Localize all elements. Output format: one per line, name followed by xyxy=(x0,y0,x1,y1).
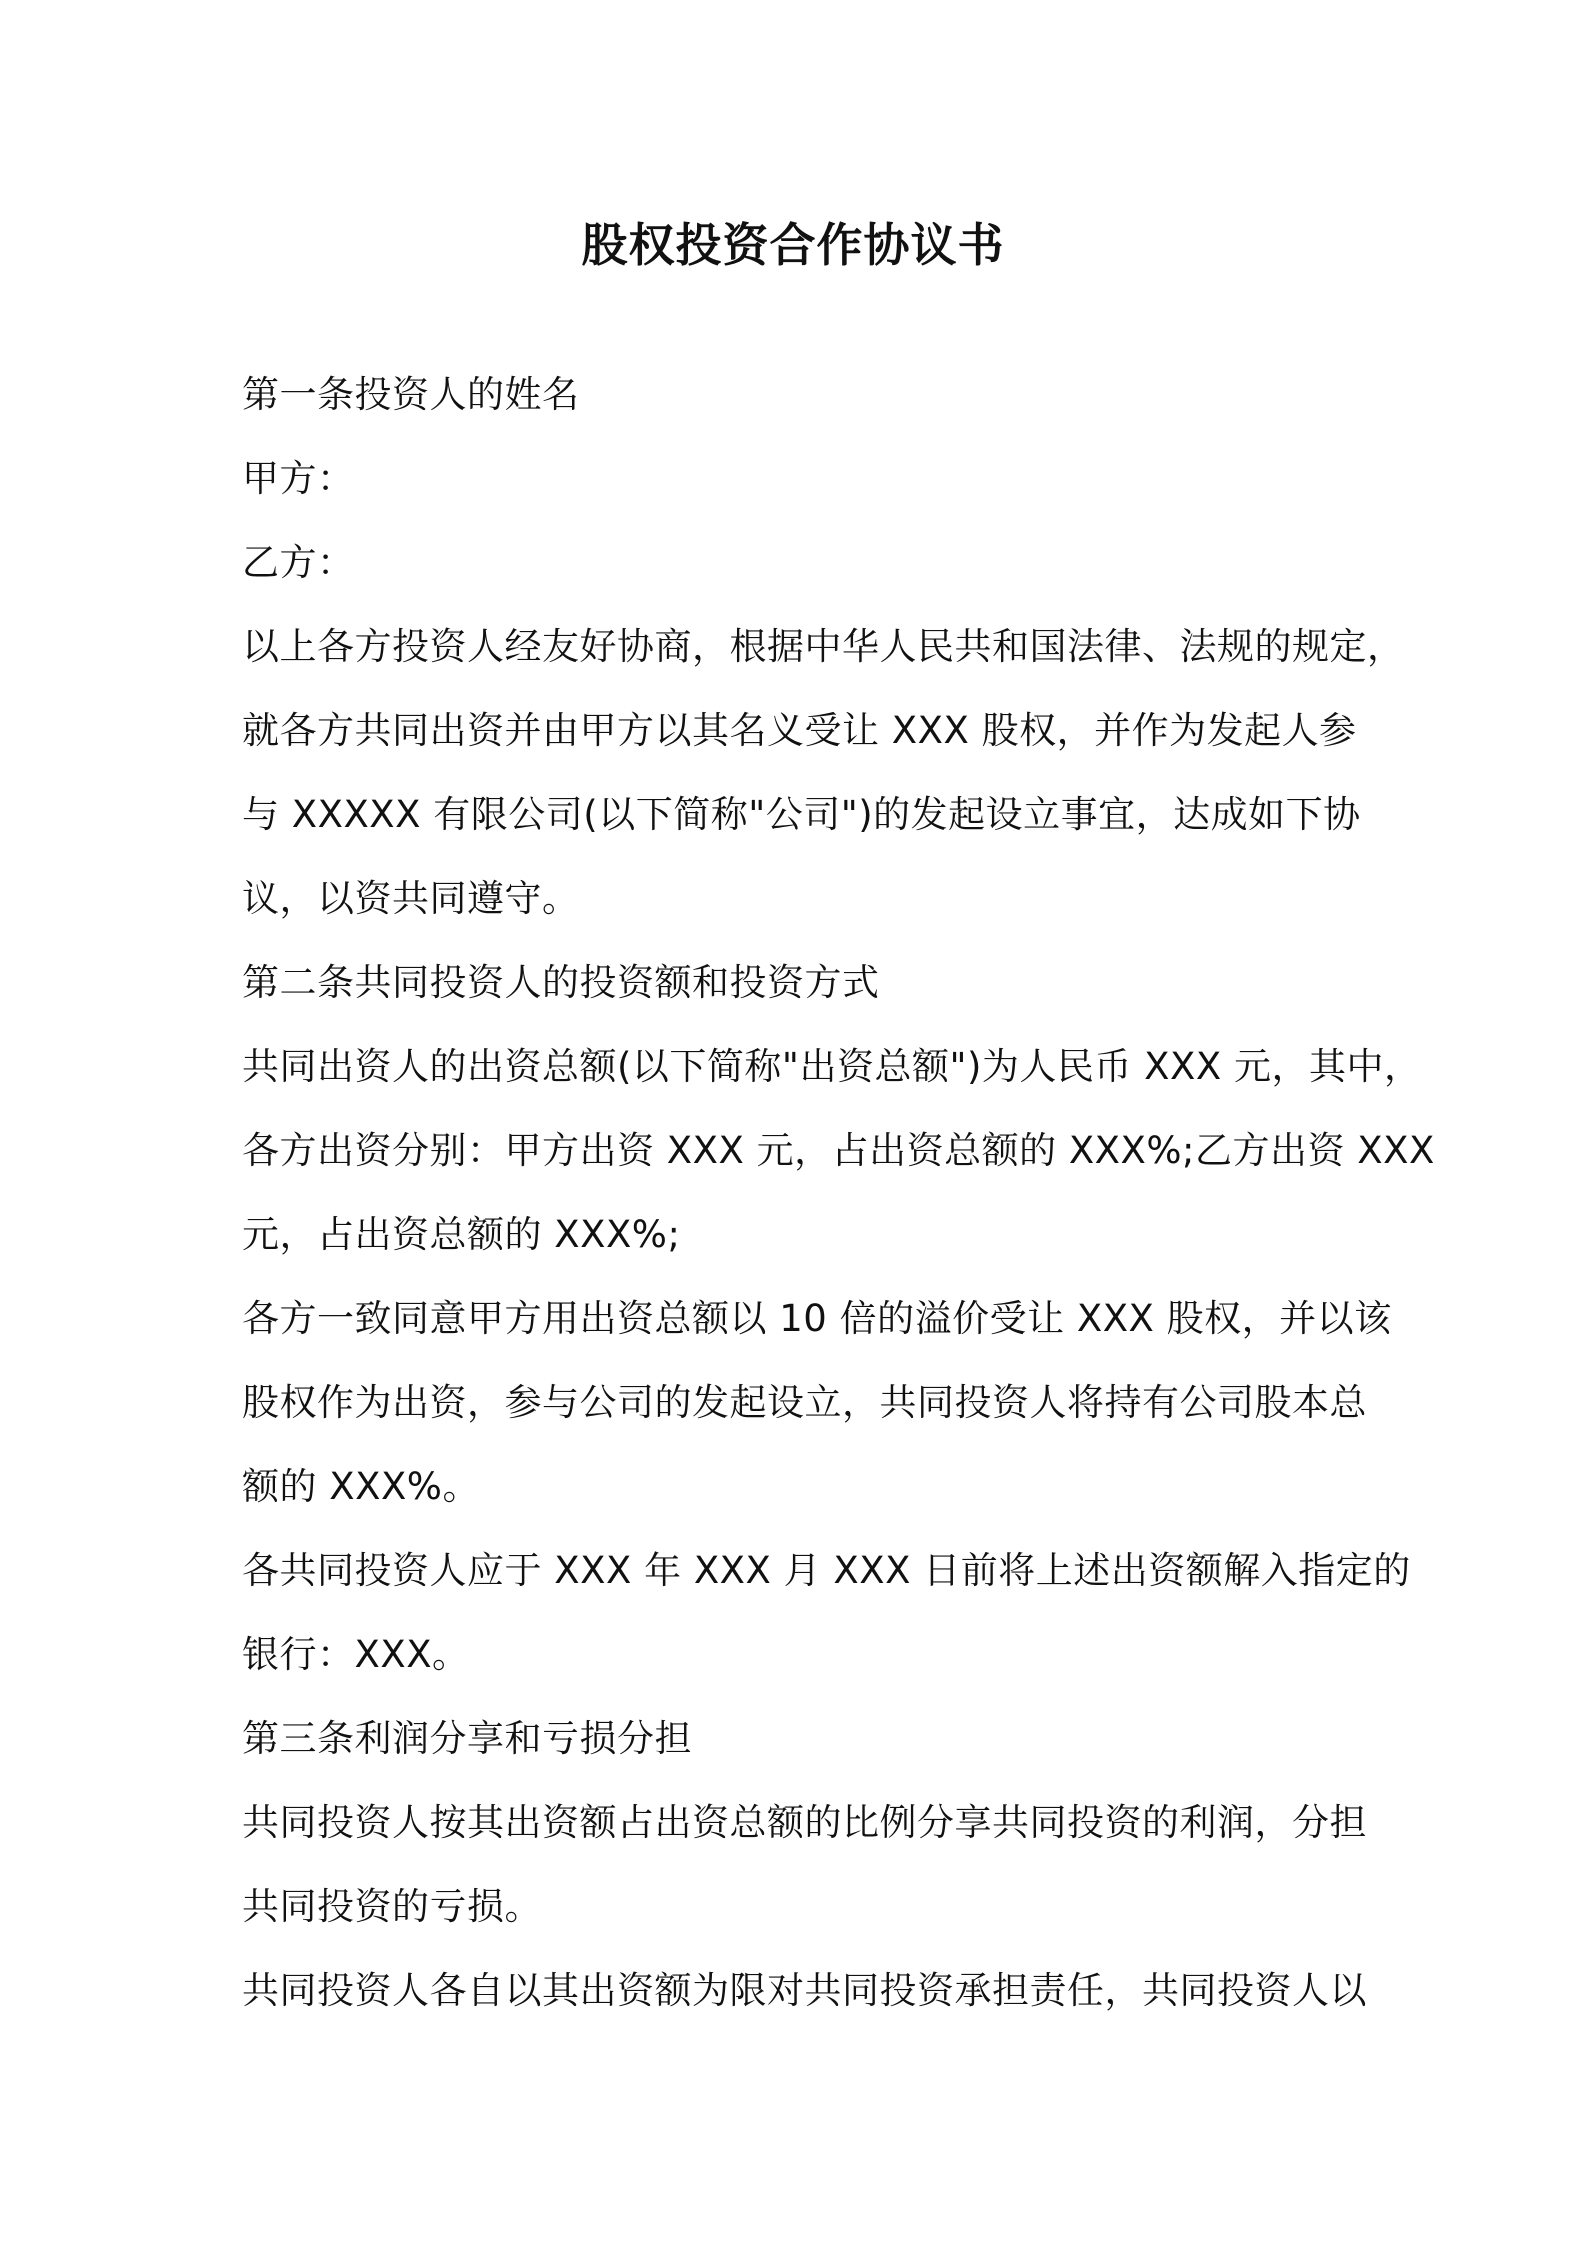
body-text-line: 共同投资的亏损。 xyxy=(242,1885,542,1928)
body-text-line: 股权作为出资，参与公司的发起设立，共同投资人将持有公司股本总 xyxy=(242,1381,1367,1424)
article-2-heading: 第二条共同投资人的投资额和投资方式 xyxy=(242,961,880,1004)
body-text-line: 共同出资人的出资总额(以下简称"出资总额")为人民币 XXX 元，其中， xyxy=(242,1045,1422,1088)
body-text-line: 就各方共同出资并由甲方以其名义受让 XXX 股权，并作为发起人参 xyxy=(242,709,1357,752)
body-text-line: 共同投资人按其出资额占出资总额的比例分享共同投资的利润，分担 xyxy=(242,1801,1367,1844)
document-title: 股权投资合作协议书 xyxy=(581,218,1005,272)
body-text-line: 各共同投资人应于 XXX 年 XXX 月 XXX 日前将上述出资额解入指定的 xyxy=(242,1549,1411,1592)
article-3-heading: 第三条利润分享和亏损分担 xyxy=(242,1717,692,1760)
body-text-line: 元，占出资总额的 XXX%; xyxy=(242,1213,681,1256)
body-text-line: 银行：XXX。 xyxy=(242,1633,470,1676)
body-text-line: 额的 XXX%。 xyxy=(242,1465,480,1508)
party-a-line: 甲方： xyxy=(242,457,355,500)
body-text-line: 共同投资人各自以其出资额为限对共同投资承担责任，共同投资人以 xyxy=(242,1969,1367,2012)
body-text-line: 以上各方投资人经友好协商，根据中华人民共和国法律、法规的规定， xyxy=(242,625,1405,668)
body-text-line: 各方出资分别：甲方出资 XXX 元，占出资总额的 XXX%;乙方出资 XXX xyxy=(242,1129,1435,1172)
body-text-line: 议，以资共同遵守。 xyxy=(242,877,580,920)
party-b-line: 乙方： xyxy=(242,541,355,584)
body-text-line: 与 XXXXX 有限公司(以下简称"公司")的发起设立事宜，达成如下协 xyxy=(242,793,1361,836)
body-text-line: 各方一致同意甲方用出资总额以 10 倍的溢价受让 XXX 股权，并以该 xyxy=(242,1297,1392,1340)
article-1-heading: 第一条投资人的姓名 xyxy=(242,373,580,416)
